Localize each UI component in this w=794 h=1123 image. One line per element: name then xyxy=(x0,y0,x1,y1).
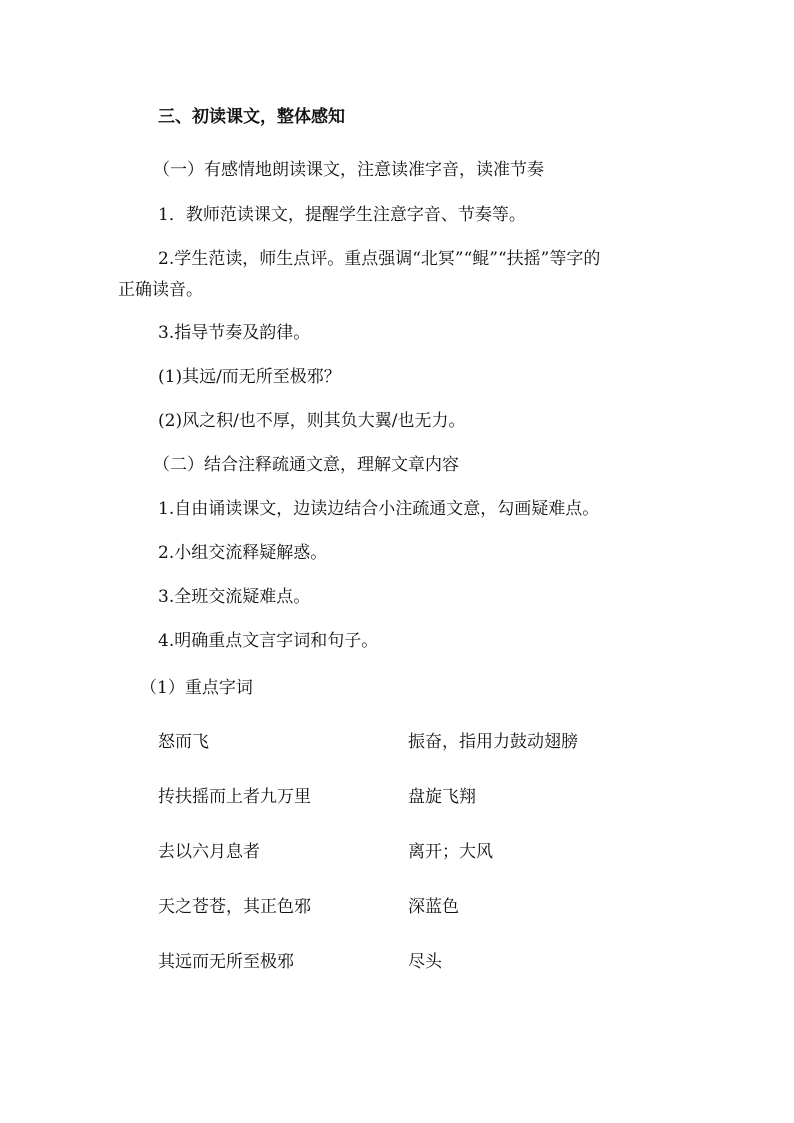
vocab-meaning: 离开；大风 xyxy=(408,842,493,862)
part1-step1: 1．教师范读课文，提醒学生注意字音、节奏等。 xyxy=(158,205,526,225)
part2-step3: 3.全班交流疑难点。 xyxy=(158,587,311,607)
part2-step2: 2.小组交流释疑解惑。 xyxy=(158,543,328,563)
vocab-meaning: 深蓝色 xyxy=(408,897,459,917)
part1-step3: 3.指导节奏及韵律。 xyxy=(158,323,311,343)
part1-example2: (2)风之积/也不厚，则其负大翼/也无力。 xyxy=(158,411,466,431)
part1-step2-line2: 正确读音。 xyxy=(118,280,203,300)
part1-step2-line1: 2.学生范读，师生点评。重点强调“北冥”“鲲”“扶摇”等字的 xyxy=(158,249,601,269)
vocab-phrase: 去以六月息者 xyxy=(158,842,260,862)
part1-title: （一）有感情地朗读课文，注意读准字音，读准节奏 xyxy=(153,160,544,180)
vocab-phrase: 天之苍苍，其正色邪 xyxy=(158,897,311,917)
vocab-phrase: 怒而飞 xyxy=(158,732,209,752)
section-title: 三、初读课文，整体感知 xyxy=(158,107,345,127)
part1-example1: (1)其远/而无所至极邪？ xyxy=(158,367,341,387)
vocab-phrase: 其远而无所至极邪 xyxy=(158,952,294,972)
vocab-subheading: （1）重点字词 xyxy=(140,678,253,698)
part2-step1: 1.自由诵读课文，边读边结合小注疏通文意，勾画疑难点。 xyxy=(158,499,600,519)
vocab-meaning: 盘旋飞翔 xyxy=(408,787,476,807)
part2-title: （二）结合注释疏通文意，理解文章内容 xyxy=(153,455,459,475)
vocab-phrase: 抟扶摇而上者九万里 xyxy=(158,787,311,807)
vocab-meaning: 尽头 xyxy=(408,952,442,972)
part2-step4: 4.明确重点文言字词和句子。 xyxy=(158,631,379,651)
vocab-meaning: 振奋，指用力鼓动翅膀 xyxy=(408,732,578,752)
